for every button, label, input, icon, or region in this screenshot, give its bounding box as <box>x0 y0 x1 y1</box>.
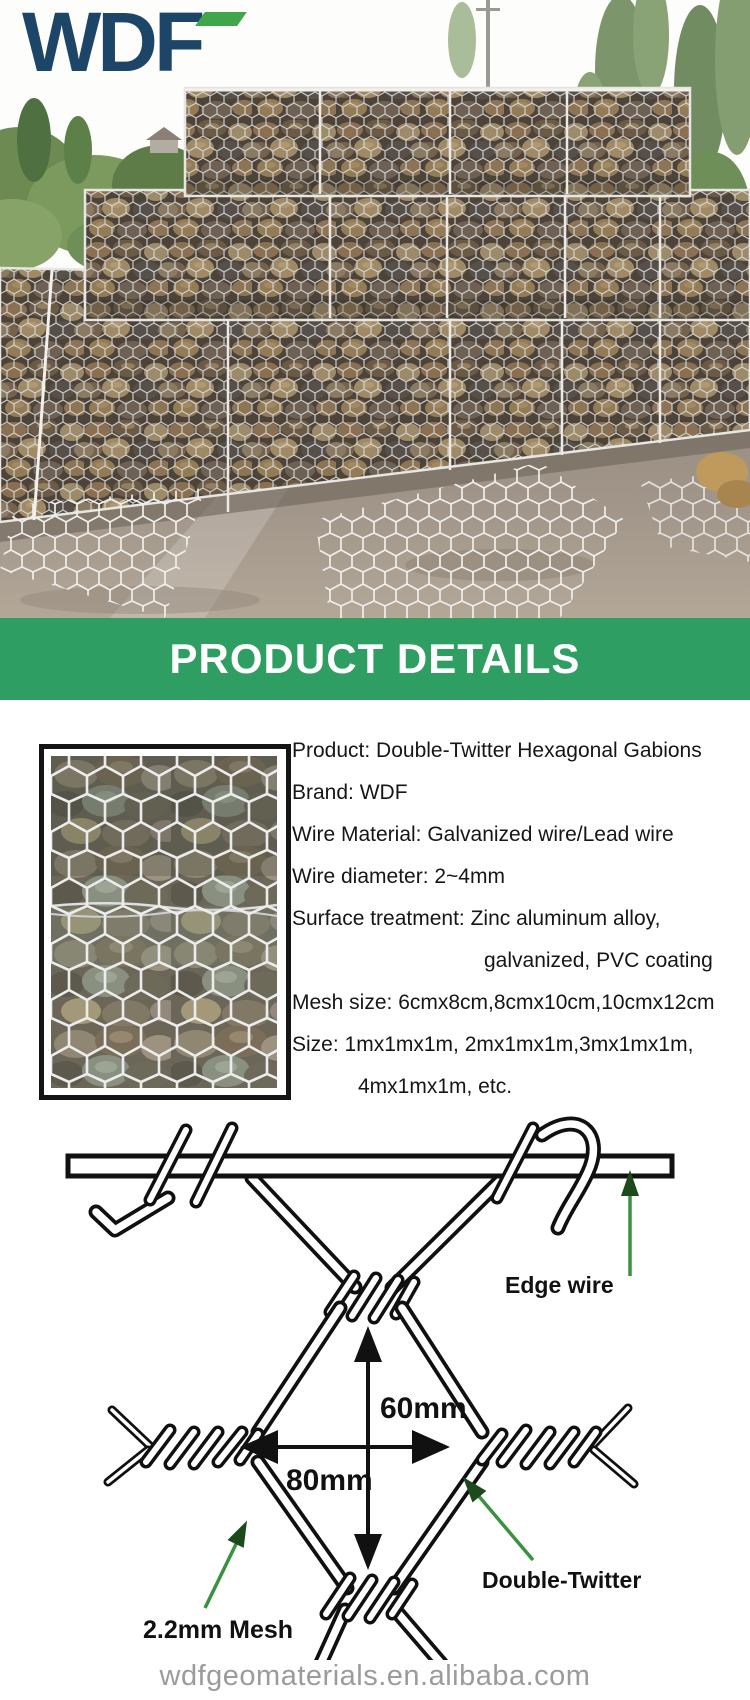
gabion-wall-photo <box>0 0 750 618</box>
mesh-arrowhead <box>228 1517 256 1548</box>
spec-size: Size: 1mx1mx1m, 2mx1mx1m,3mx1mx1m, <box>292 1033 694 1056</box>
spec-brand: Brand: WDF <box>292 781 408 804</box>
brand-logo-text: WDF <box>22 0 202 89</box>
spec-wire-material: Wire Material: Galvanized wire/Lead wire <box>292 823 674 846</box>
utility-pole <box>486 0 490 88</box>
spec-mesh-size: Mesh size: 6cmx8cm,8cmx10cm,10cmx12cm <box>292 991 715 1014</box>
pole-crossarm <box>476 8 500 11</box>
mesh-diagram <box>0 1080 750 1660</box>
dimension-80mm-label: 80mm <box>286 1464 373 1497</box>
mesh-size-label: 2.2mm Mesh <box>143 1616 294 1644</box>
edge-wire-label: Edge wire <box>505 1272 614 1298</box>
gabion-tier-top <box>185 88 690 196</box>
gabion-tier-middle <box>85 190 750 320</box>
horizontal-dimension-arrow <box>240 1430 450 1464</box>
product-specs <box>292 730 742 1108</box>
spec-surface: Surface treatment: Zinc aluminum alloy, <box>292 907 661 930</box>
spec-wire-diameter: Wire diameter: 2~4mm <box>292 865 505 888</box>
inset-photo-illustration <box>51 756 277 1088</box>
dimension-60mm-label: 60mm <box>380 1392 467 1425</box>
product-inset-photo <box>39 744 291 1100</box>
gabion-wall-illustration <box>0 0 750 618</box>
spec-surface-cont: galvanized, PVC coating <box>484 949 713 972</box>
logo-accent-shape <box>195 12 247 26</box>
spec-size-cont: 4mx1mx1m, etc. <box>358 1075 513 1098</box>
section-banner <box>0 618 750 700</box>
spec-product: Product: Double-Twitter Hexagonal Gabions <box>292 739 702 762</box>
brand-logo <box>22 0 282 92</box>
watermark-url: wdfgeomaterials.en.alibaba.com <box>159 1660 591 1692</box>
double-twitter-label: Double-Twitter <box>482 1567 642 1593</box>
banner-title: PRODUCT DETAILS <box>169 635 581 682</box>
